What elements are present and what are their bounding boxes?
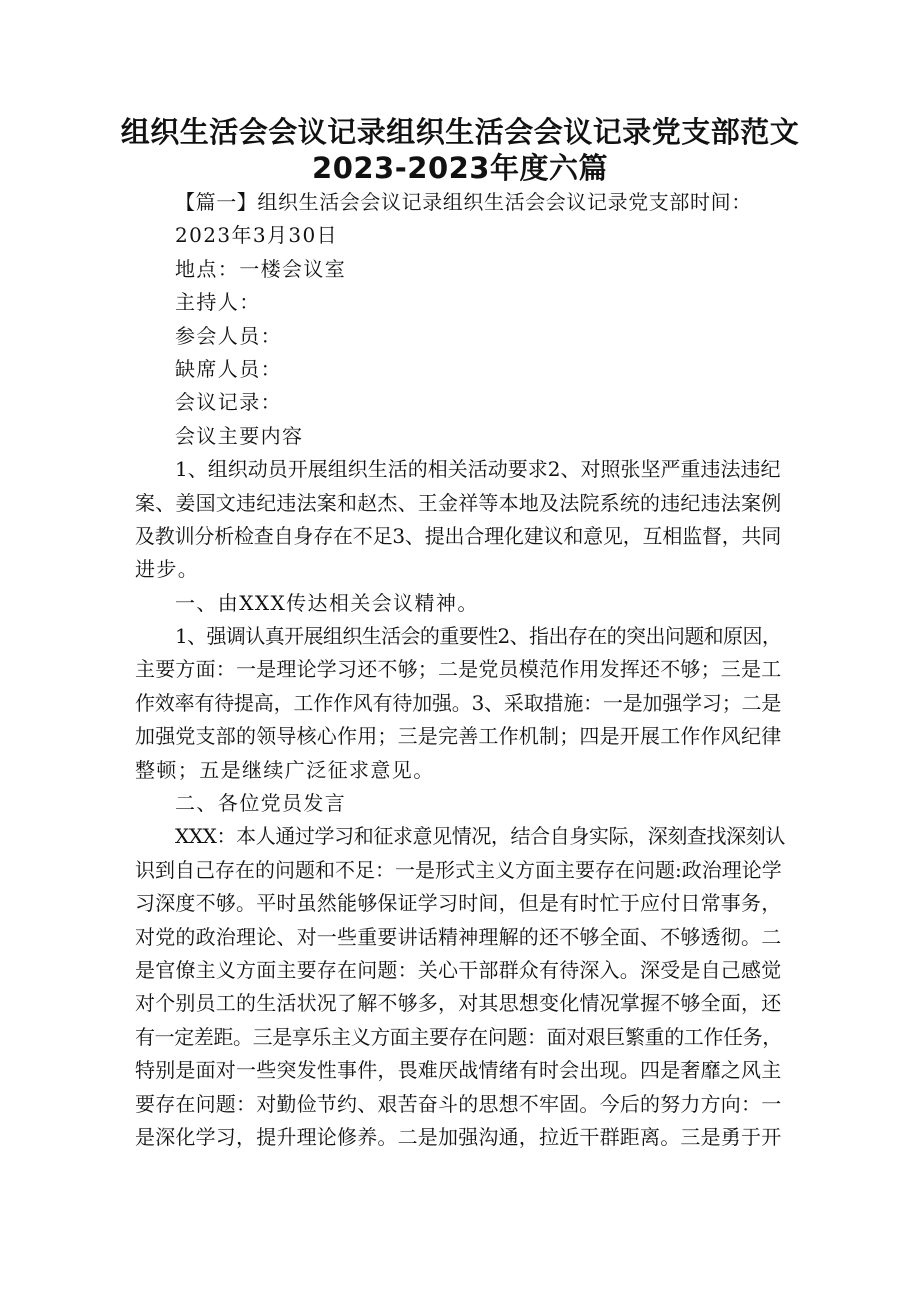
paragraph-1-line: 及教训分析检查自身存在不足3、提出合理化建议和意见，互相监督，共同	[135, 523, 782, 548]
paragraph-3-line: 习深度不够。平时虽然能够保证学习时间，但是有时忙于应付日常事务，	[135, 891, 782, 916]
paragraph-3-line: 要存在问题：对勤俭节约、艰苦奋斗的思想不牢固。今后的努力方向：一	[135, 1091, 782, 1116]
document-body	[135, 186, 785, 1154]
paragraph-3-line: 特别是面对一些突发性事件，畏难厌战情绪有时会出现。四是奢靡之风主	[135, 1058, 782, 1083]
section-heading-2: 二、各位党员发言	[175, 791, 347, 816]
section-heading-part1: 【篇一】组织生活会会议记录组织生活会会议记录党支部时间：	[175, 190, 752, 214]
meeting-host: 主持人：	[175, 290, 261, 315]
meeting-content-label: 会议主要内容	[175, 423, 304, 448]
paragraph-2-line: 主要方面：一是理论学习还不够；二是党员模范作用发挥还不够；三是工	[135, 657, 782, 682]
paragraph-2-line: 1、强调认真开展组织生活会的重要性2、指出存在的突出问题和原因，	[175, 624, 782, 649]
paragraph-3-line: 识到自己存在的问题和不足：一是形式主义方面主要存在问题:政治理论学	[135, 857, 782, 882]
paragraph-2-line: 加强党支部的领导核心作用；三是完善工作机制；四是开展工作作风纪律	[135, 724, 782, 749]
paragraph-3-line: 对党的政治理论、对一些重要讲话精神理解的还不够全面、不够透彻。二	[135, 924, 782, 949]
meeting-attendees: 参会人员：	[175, 323, 282, 348]
meeting-date: 2023年3月30日	[175, 223, 339, 248]
paragraph-3-line: XXX：本人通过学习和征求意见情况，结合自身实际，深刻查找深刻认	[175, 824, 785, 849]
meeting-location: 地点：一楼会议室	[175, 256, 347, 281]
paragraph-1-line: 进步。	[135, 557, 200, 582]
document-subtitle: 2023-2023年度六篇	[312, 151, 608, 185]
meeting-minutes-label: 会议记录：	[175, 390, 282, 415]
paragraph-3-line: 有一定差距。三是享乐主义方面主要存在问题：面对艰巨繁重的工作任务，	[135, 1024, 782, 1049]
paragraph-1-line: 1、组织动员开展组织生活的相关活动要求2、对照张坚严重违法违纪	[175, 457, 781, 482]
meeting-absentees: 缺席人员：	[175, 356, 282, 381]
paragraph-3-line: 是深化学习，提升理论修养。二是加强沟通，拉近干群距离。三是勇于开	[135, 1124, 782, 1149]
document-title: 组织生活会会议记录组织生活会会议记录党支部范文	[120, 115, 800, 149]
paragraph-2-line: 作效率有待提高，工作作风有待加强。3、采取措施：一是加强学习；二是	[135, 690, 782, 715]
section-heading-1: 一、由XXX传达相关会议精神。	[175, 590, 479, 615]
paragraph-1-line: 案、姜国文违纪违法案和赵杰、王金祥等本地及法院系统的违纪违法案例	[135, 490, 782, 515]
paragraph-3-line: 对个别员工的生活状况了解不够多，对其思想变化情况掌握不够全面，还	[135, 991, 782, 1016]
paragraph-2-line: 整顿；五是继续广泛征求意见。	[135, 757, 435, 782]
paragraph-3-line: 是官僚主义方面主要存在问题：关心干部群众有待深入。深受是自己感觉	[135, 957, 782, 982]
